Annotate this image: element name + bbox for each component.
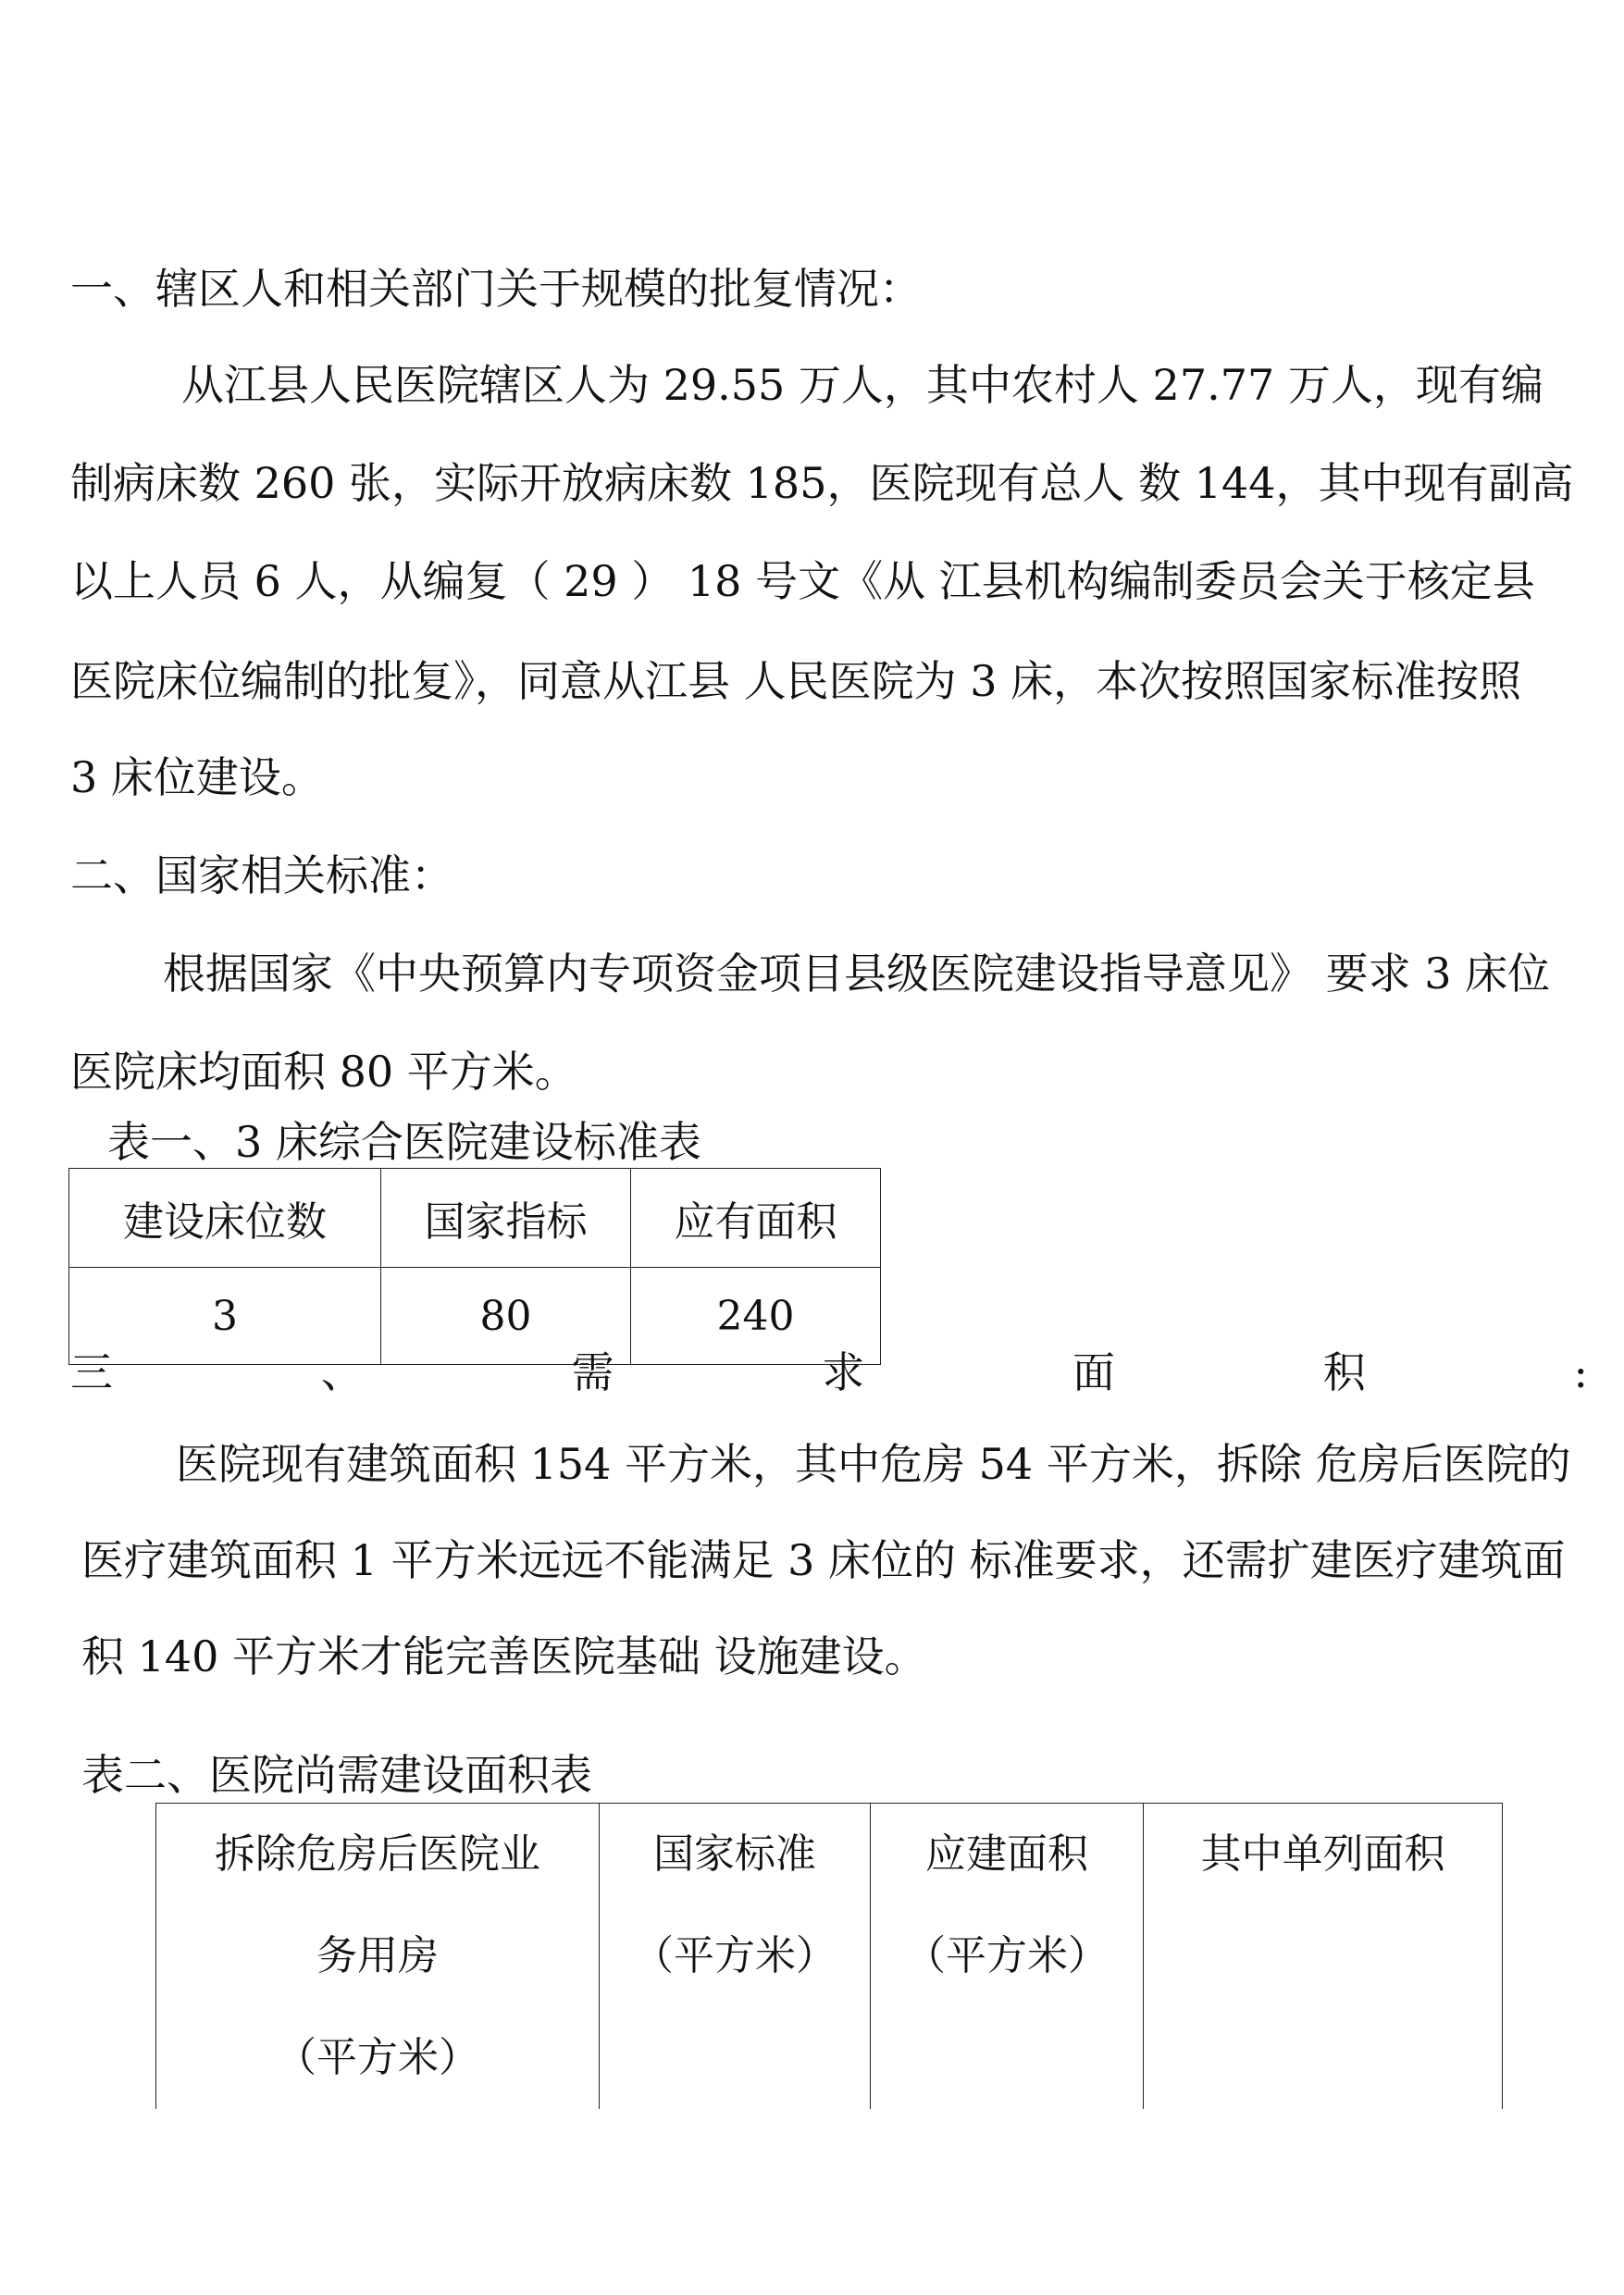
- table1-cell: 3: [69, 1268, 381, 1365]
- heading-char: 需: [571, 1347, 614, 1397]
- section2-para-line: 医院床均面积 80 平方米。: [70, 1047, 577, 1097]
- table2-header-cell: [871, 1804, 1144, 2110]
- area-table: [155, 1803, 1503, 2109]
- section3-para-line: 医院现有建筑面积 154 平方米，其中危房 54 平方米，拆除 危房后医院的: [176, 1439, 1571, 1489]
- cell-line: 务用房: [316, 1932, 439, 1979]
- table1-cell: 240: [631, 1268, 881, 1365]
- cell-line: （平方米）: [633, 1932, 837, 1979]
- standard-table: [68, 1168, 881, 1365]
- heading-char: :: [1573, 1347, 1588, 1397]
- heading-char: 面: [1072, 1347, 1115, 1397]
- section1-para-line: 从江县人民医院辖区人为 29.55 万人，其中农村人 27.77 万人，现有编: [181, 360, 1543, 410]
- section1-para-line: 医院床位编制的批复》，同意从江县 人民医院为 3 床，本次按照国家标准按照: [70, 656, 1522, 706]
- cell-line: 应建面积: [925, 1830, 1088, 1878]
- section3-heading: [70, 1345, 1588, 1400]
- section3-para-line: 医疗建筑面积 1 平方米远远不能满足 3 床位的 标准要求，还需扩建医疗建筑面: [81, 1535, 1566, 1585]
- heading-char: 三: [70, 1347, 113, 1397]
- cell-line: 国家标准: [653, 1830, 816, 1878]
- table1-cell: 80: [381, 1268, 631, 1365]
- table2-header-cell: [600, 1804, 871, 2110]
- cell-line: 其中单列面积: [1200, 1830, 1445, 1878]
- heading-char: 求: [822, 1347, 865, 1397]
- table1-header-cell: 应有面积: [631, 1169, 881, 1268]
- table2-header-cell: [156, 1804, 600, 2110]
- cell-line: 拆除危房后医院业: [215, 1830, 540, 1878]
- section2-heading: 二、国家相关标准：: [70, 850, 453, 900]
- section2-para-line: 根据国家《中央预算内专项资金项目县级医院建设指导意见》 要求 3 床位: [163, 949, 1551, 999]
- table1-caption: 表一、3 床综合医院建设标准表: [107, 1117, 701, 1167]
- heading-char: 积: [1322, 1347, 1366, 1397]
- heading-char: 、: [320, 1347, 364, 1397]
- section3-para-line: 积 140 平方米才能完善医院基础 设施建设。: [81, 1631, 927, 1681]
- table1-header-cell: 建设床位数: [69, 1169, 381, 1268]
- section1-para-line: 以上人员 6 人，从编复（ 29 ） 18 号文《从 江县机构编制委员会关于核定县: [70, 556, 1535, 606]
- section1-para-line: 3 床位建设。: [70, 752, 324, 802]
- table2-caption: 表二、医院尚需建设面积表: [81, 1750, 592, 1800]
- cell-line: （平方米）: [905, 1932, 1109, 1979]
- table2-header-cell: [1144, 1804, 1503, 2110]
- section1-heading: 一、辖区人和相关部门关于规模的批复情况：: [70, 264, 922, 314]
- cell-line: （平方米）: [276, 2034, 479, 2081]
- table1-header-cell: 国家指标: [381, 1169, 631, 1268]
- section1-para-line: 制病床数 260 张，实际开放病床数 185，医院现有总人 数 144，其中现有副高: [70, 458, 1574, 508]
